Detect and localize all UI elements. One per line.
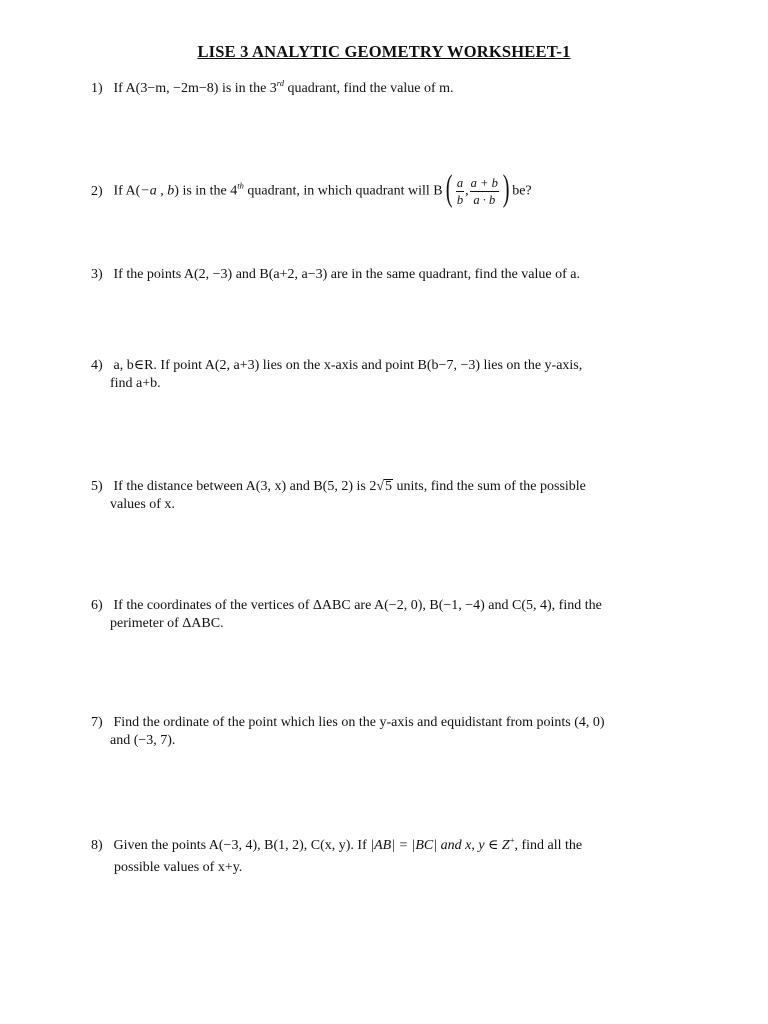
question-2 xyxy=(91,167,691,209)
question-line-2: values of x. xyxy=(110,497,175,512)
question-line-1: If the coordinates of the vertices of ΔABC are A(−2, 0), B(−1, −4) and C(5, 4), find the xyxy=(113,598,602,613)
question-number: 3) xyxy=(91,267,103,282)
condition-superscript: + xyxy=(509,835,515,845)
question-line-1: Find the ordinate of the point which lies on the y-axis and equidistant from points (4, 0) xyxy=(113,715,605,730)
question-number: 6) xyxy=(91,598,103,613)
numerator: a + b xyxy=(470,176,498,190)
question-number: 7) xyxy=(91,715,103,730)
ordinal: 4 xyxy=(230,183,238,199)
question-4 xyxy=(91,357,691,393)
fraction-sum-over-product xyxy=(470,176,499,207)
sqrt-sign: √ xyxy=(376,479,385,494)
question-number: 4) xyxy=(91,358,103,373)
question-line-1: a, b∈R. If point A(2, a+3) lies on the x-axis and point B(b−7, −3) lies on the y-axis, xyxy=(113,358,583,373)
ordinal-suffix: rd xyxy=(276,78,285,88)
question-text-post: , find all the xyxy=(514,838,583,853)
question-8 xyxy=(91,835,691,879)
question-text: If the points A(2, −3) and B(a+2, a−3) are in the same quadrant, find the value of a. xyxy=(113,267,580,282)
left-paren: ( xyxy=(445,167,453,209)
question-3 xyxy=(91,266,691,284)
comma: , xyxy=(156,183,168,199)
question-line-2: and (−3, 7). xyxy=(110,733,176,748)
question-line-2: perimeter of ΔABC. xyxy=(110,616,224,631)
var-minus-a: −a xyxy=(140,183,157,199)
question-text-mid: ) is in the xyxy=(174,183,231,199)
question-text-post: quadrant, find the value of m. xyxy=(284,81,454,96)
sqrt-radicand: 5 xyxy=(385,479,393,494)
question-line-2: find a+b. xyxy=(110,376,161,391)
question-number: 2) xyxy=(91,183,103,199)
numerator: a xyxy=(456,176,464,190)
condition-expression: |AB| = |BC| and x, y ∈ Z xyxy=(370,838,510,853)
question-text-pre: If A(3−m, −2m−8) is in the xyxy=(113,81,270,96)
denominator: b xyxy=(456,193,464,207)
question-6 xyxy=(91,597,691,633)
denominator: a · b xyxy=(473,193,496,207)
ordinal-suffix: th xyxy=(237,180,244,191)
var-b: b xyxy=(167,183,175,199)
question-7 xyxy=(91,714,691,750)
right-paren: ) xyxy=(502,167,510,209)
worksheet-title: LISE 3 ANALYTIC GEOMETRY WORKSHEET-1 xyxy=(197,42,571,61)
question-text-post: units, find the sum of the possible xyxy=(393,479,586,494)
fraction-a-over-b xyxy=(456,176,464,207)
question-text-pre: If the distance between A(3, x) and B(5, 2) is xyxy=(113,479,370,494)
separator: , xyxy=(465,183,469,199)
question-1 xyxy=(91,80,691,98)
question-number: 5) xyxy=(91,479,103,494)
question-number: 1) xyxy=(91,81,103,96)
question-text-pre: If A( xyxy=(113,183,141,199)
question-line-2: possible values of x+y. xyxy=(114,860,243,875)
ordinal: 3 xyxy=(269,81,277,96)
question-text-pre: Given the points A(−3, 4), B(1, 2), C(x, y). If xyxy=(113,838,371,853)
question-number: 8) xyxy=(91,838,103,853)
question-5 xyxy=(91,478,691,514)
question-text-mid2: quadrant, in which quadrant will B xyxy=(243,183,443,199)
question-text-post: be? xyxy=(512,183,532,199)
sqrt-coefficient: 2 xyxy=(369,479,377,494)
